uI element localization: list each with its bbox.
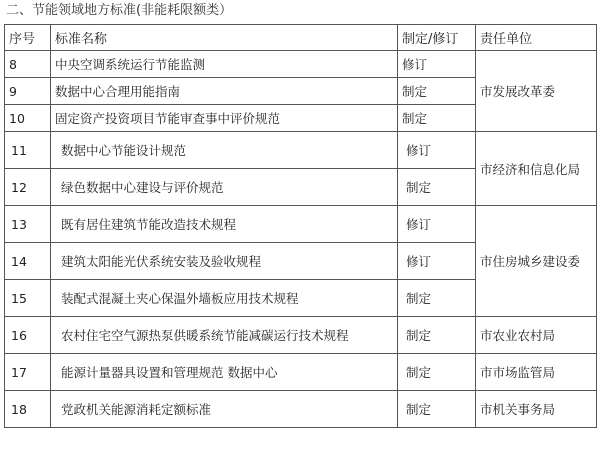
- revision-type: 制定: [398, 78, 476, 105]
- standard-name: 党政机关能源消耗定额标准: [51, 391, 398, 428]
- row-number: 13: [5, 206, 51, 243]
- revision-type: 制定: [398, 280, 476, 317]
- revision-type: 制定: [398, 354, 476, 391]
- standard-name: 建筑太阳能光伏系统安装及验收规程: [51, 243, 398, 280]
- table-row: [5, 391, 597, 428]
- header-revision: 制定/修订: [398, 25, 476, 51]
- standards-table: [4, 24, 597, 428]
- standard-name: 固定资产投资项目节能审查事中评价规范: [51, 105, 398, 132]
- row-number: 15: [5, 280, 51, 317]
- responsible-unit: 市发展改革委: [476, 51, 597, 132]
- standard-name: 农村住宅空气源热泵供暖系统节能减碳运行技术规程: [51, 317, 398, 354]
- responsible-unit: 市经济和信息化局: [476, 132, 597, 206]
- header-name: 标准名称: [51, 25, 398, 51]
- table-row: [5, 132, 597, 169]
- revision-type: 修订: [398, 132, 476, 169]
- revision-type: 制定: [398, 105, 476, 132]
- row-number: 12: [5, 169, 51, 206]
- responsible-unit: 市市场监管局: [476, 354, 597, 391]
- revision-type: 修订: [398, 243, 476, 280]
- header-unit: 责任单位: [476, 25, 597, 51]
- standard-name: 中央空调系统运行节能监测: [51, 51, 398, 78]
- row-number: 9: [5, 78, 51, 105]
- table-header-row: [5, 25, 597, 51]
- table-row: [5, 51, 597, 78]
- responsible-unit: 市机关事务局: [476, 391, 597, 428]
- revision-type: 制定: [398, 317, 476, 354]
- header-seq: 序号: [5, 25, 51, 51]
- table-row: [5, 354, 597, 391]
- responsible-unit: 市住房城乡建设委: [476, 206, 597, 317]
- table-row: [5, 317, 597, 354]
- section-heading: 二、节能领域地方标准(非能耗限额类）: [6, 3, 233, 18]
- row-number: 17: [5, 354, 51, 391]
- table-row: [5, 206, 597, 243]
- standard-name: 数据中心节能设计规范: [51, 132, 398, 169]
- standard-name: 既有居住建筑节能改造技术规程: [51, 206, 398, 243]
- row-number: 8: [5, 51, 51, 78]
- revision-type: 制定: [398, 169, 476, 206]
- row-number: 11: [5, 132, 51, 169]
- revision-type: 修订: [398, 206, 476, 243]
- row-number: 16: [5, 317, 51, 354]
- standard-name: 数据中心合理用能指南: [51, 78, 398, 105]
- row-number: 18: [5, 391, 51, 428]
- row-number: 10: [5, 105, 51, 132]
- responsible-unit: 市农业农村局: [476, 317, 597, 354]
- revision-type: 修订: [398, 51, 476, 78]
- standard-name: 能源计量器具设置和管理规范 数据中心: [51, 354, 398, 391]
- row-number: 14: [5, 243, 51, 280]
- standard-name: 装配式混凝土夹心保温外墙板应用技术规程: [51, 280, 398, 317]
- standard-name: 绿色数据中心建设与评价规范: [51, 169, 398, 206]
- revision-type: 制定: [398, 391, 476, 428]
